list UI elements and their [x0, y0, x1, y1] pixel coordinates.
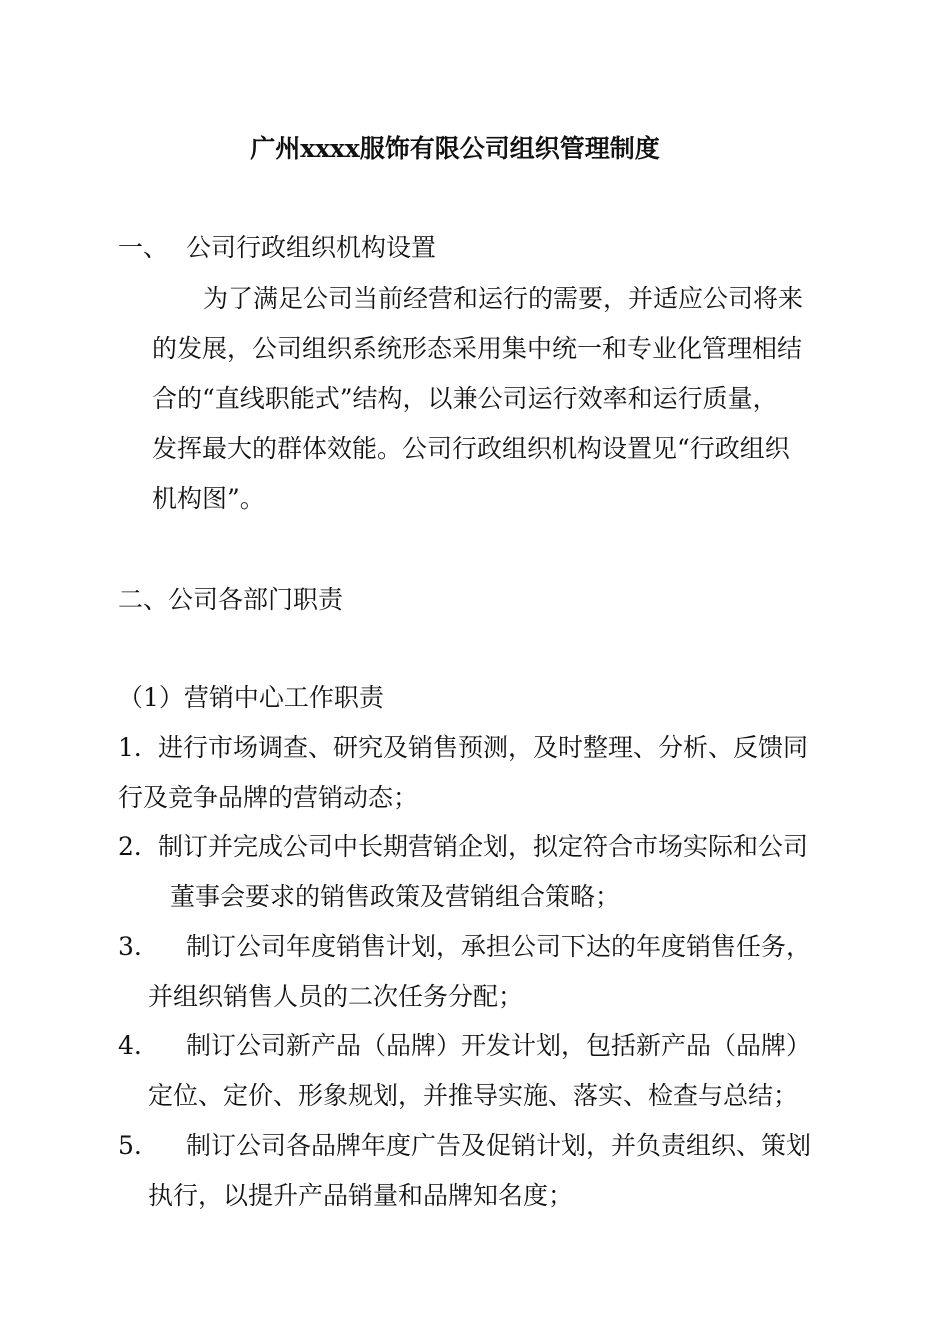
list-item-number: 4.	[118, 1031, 142, 1060]
list-item-number: 2．	[118, 832, 159, 861]
list-item-number: 1．	[118, 733, 159, 762]
section1-paragraph-line: 发挥最大的群体效能。公司行政组织机构设置见“行政组织	[152, 434, 790, 463]
list-item-number: 3.	[118, 932, 142, 961]
section1-paragraph-line: 合的“直线职能式”结构，以兼公司运行效率和运行质量，	[152, 384, 778, 413]
list-item-line: 制订公司新产品（品牌）开发计划，包括新产品（品牌）	[186, 1031, 812, 1060]
section1-heading: 公司行政组织机构设置	[186, 233, 437, 262]
list-item-line: 并组织销售人员的二次任务分配；	[148, 982, 524, 1011]
list-item-line: 制订并完成公司中长期营销企划，拟定符合市场实际和公司	[158, 832, 809, 861]
section1-marker: 一、	[118, 233, 169, 262]
list-item-line: 制订公司各品牌年度广告及促销计划，并负责组织、策划	[186, 1131, 812, 1160]
section1-paragraph-line: 的发展，公司组织系统形态采用集中统一和专业化管理相结	[152, 334, 803, 363]
section1-paragraph-line: 机构图”。	[152, 484, 265, 513]
list-item-number: 5.	[118, 1131, 142, 1160]
list-item-line: 进行市场调查、研究及销售预测，及时整理、分析、反馈同	[158, 733, 809, 762]
list-item-line: 执行，以提升产品销量和品牌知名度；	[148, 1181, 574, 1210]
list-item-line: 行及竞争品牌的营销动态；	[118, 783, 419, 812]
list-item-line: 定位、定价、形象规划，并推导实施、落实、检查与总结；	[148, 1081, 799, 1110]
list-item-line: 董事会要求的销售政策及营销组合策略；	[170, 882, 621, 911]
document-title: 广州xxxx服饰有限公司组织管理制度	[250, 134, 660, 163]
section2-subheading: （1）营销中心工作职责	[118, 683, 384, 712]
section1-paragraph-line: 为了满足公司当前经营和运行的需要，并适应公司将来	[203, 284, 804, 313]
list-item-line: 制订公司年度销售计划，承担公司下达的年度销售任务，	[186, 932, 812, 961]
section2-heading: 二、公司各部门职责	[118, 585, 344, 614]
